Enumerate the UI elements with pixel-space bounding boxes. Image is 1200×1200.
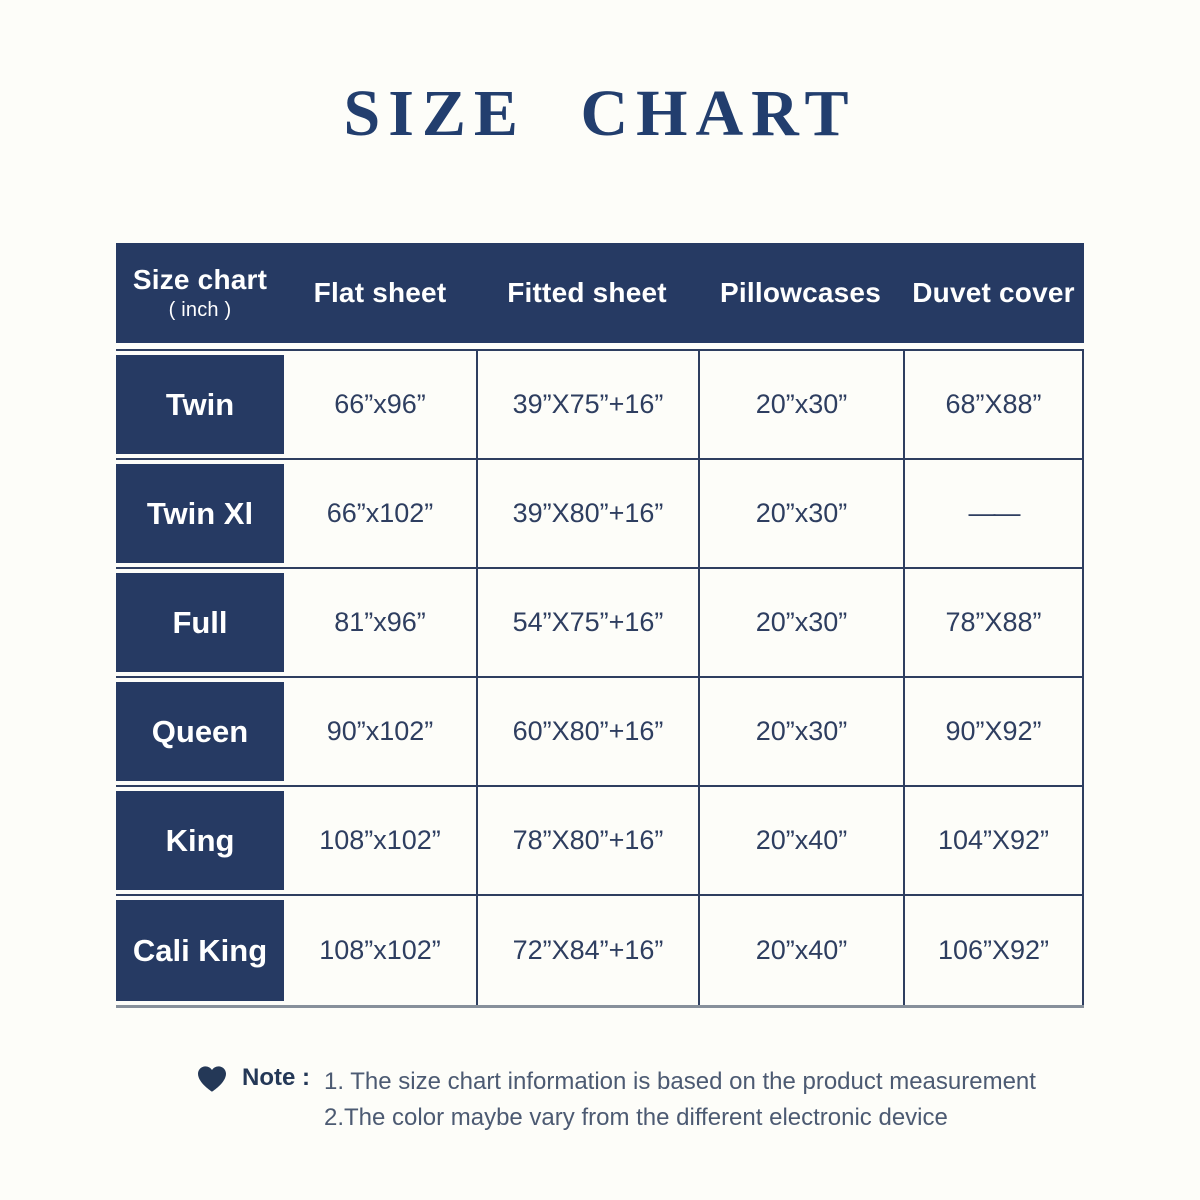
size-chart-table [116, 243, 1084, 1008]
size-name-cell: King [116, 791, 284, 890]
heart-icon [198, 1066, 226, 1092]
note-label: Note : [242, 1064, 310, 1091]
pillowcases-cell: 20”x30” [698, 569, 903, 676]
pillowcases-cell: 20”x40” [698, 787, 903, 894]
pillowcases-cell: 20”x30” [698, 460, 903, 567]
column-header-size-chart [116, 243, 284, 343]
size-name-cell: Full [116, 573, 284, 672]
fitted-sheet-cell: 39”X80”+16” [476, 460, 698, 567]
flat-sheet-cell: 108”x102” [319, 935, 441, 965]
duvet-cover-cell: 68”X88” [903, 351, 1084, 458]
column-header-fitted-sheet: Fitted sheet [507, 277, 667, 308]
pillowcases-cell: 20”x40” [698, 896, 903, 1005]
size-name-cell: Cali King [116, 900, 284, 1001]
flat-sheet-cell: 66”x102” [326, 498, 434, 528]
duvet-cover-cell: 106”X92” [903, 896, 1084, 1005]
table-row-queen [116, 678, 1084, 787]
pillowcases-cell: 20”x30” [698, 678, 903, 785]
table-row-full [116, 569, 1084, 678]
fitted-sheet-cell: 60”X80”+16” [476, 678, 698, 785]
flat-sheet-cell: 66”x96” [334, 389, 426, 419]
page-title: SIZE CHART [343, 77, 857, 150]
flat-sheet-cell: 90”x102” [326, 716, 434, 746]
fitted-sheet-cell: 39”X75”+16” [476, 351, 698, 458]
note-section [198, 1062, 1036, 1136]
size-chart-header-label: Size chart [132, 264, 268, 295]
size-name-cell: Queen [116, 682, 284, 781]
size-chart-unit-label: ( inch ) [168, 299, 232, 321]
fitted-sheet-cell: 72”X84”+16” [476, 896, 698, 1005]
duvet-cover-cell: 90”X92” [903, 678, 1084, 785]
table-row-twin [116, 351, 1084, 460]
table-row-twin-xl [116, 460, 1084, 569]
pillowcases-cell: 20”x30” [698, 351, 903, 458]
flat-sheet-cell: 108”x102” [319, 825, 441, 855]
column-header-pillowcases: Pillowcases [720, 277, 881, 308]
fitted-sheet-cell: 54”X75”+16” [476, 569, 698, 676]
table-row-king [116, 787, 1084, 896]
note-text [324, 1064, 1036, 1136]
table-header-row [116, 243, 1084, 343]
column-header-flat-sheet: Flat sheet [313, 277, 447, 308]
flat-sheet-cell: 81”x96” [334, 607, 426, 637]
size-name-cell: Twin [116, 355, 284, 454]
duvet-cover-cell: 78”X88” [903, 569, 1084, 676]
duvet-cover-cell: —— [903, 460, 1084, 567]
fitted-sheet-cell: 78”X80”+16” [476, 787, 698, 894]
size-name-cell: Twin Xl [116, 464, 284, 563]
table-body [116, 349, 1084, 1008]
note-line-1: 1. The size chart information is based on the product measurement [324, 1068, 1036, 1095]
column-header-duvet-cover: Duvet cover [912, 277, 1075, 308]
table-row-cali-king [116, 896, 1084, 1005]
note-line-2: 2.The color maybe vary from the different electronic device [324, 1104, 948, 1131]
duvet-cover-cell: 104”X92” [903, 787, 1084, 894]
